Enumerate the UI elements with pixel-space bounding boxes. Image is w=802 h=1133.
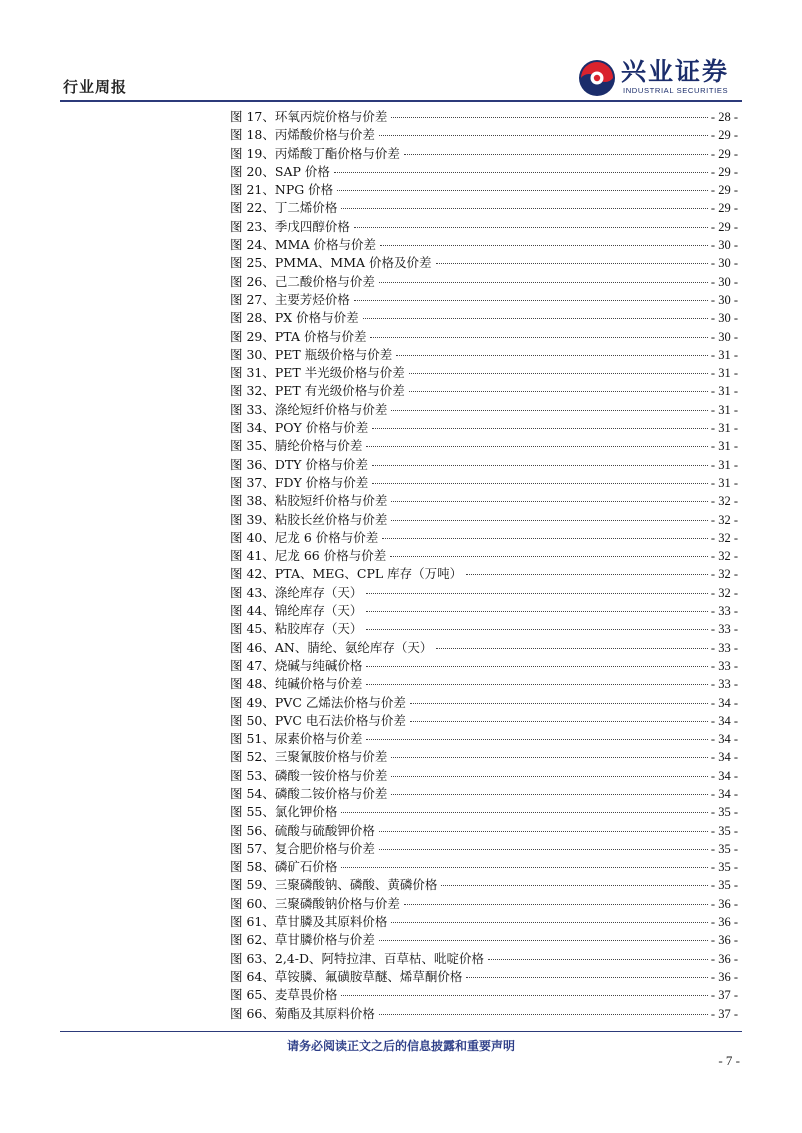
toc-entry-label: 图 34、POY 价格与价差 bbox=[230, 420, 369, 436]
toc-entry[interactable] bbox=[230, 639, 738, 657]
toc-dot-leader bbox=[379, 848, 708, 850]
toc-entry-page: - 31 - bbox=[710, 402, 738, 417]
toc-entry[interactable] bbox=[230, 492, 738, 510]
toc-entry-page: - 30 - bbox=[710, 292, 738, 307]
report-type-title: 行业周报 bbox=[63, 78, 128, 96]
disclaimer-note: 请务必阅读正文之后的信息披露和重要声明 bbox=[286, 1039, 515, 1053]
toc-entry[interactable] bbox=[230, 474, 738, 492]
toc-entry-label: 图 63、2,4-D、阿特拉津、百草枯、吡啶价格 bbox=[230, 950, 485, 966]
toc-entry[interactable] bbox=[230, 236, 738, 254]
toc-entry-page: - 34 - bbox=[710, 750, 738, 765]
toc-entry-page: - 36 - bbox=[710, 896, 738, 911]
company-logo bbox=[577, 56, 747, 100]
toc-entry-page: - 32 - bbox=[710, 530, 738, 545]
toc-entry[interactable] bbox=[230, 401, 738, 419]
toc-entry-page: - 32 - bbox=[710, 494, 738, 509]
toc-entry-page: - 34 - bbox=[710, 768, 738, 783]
footer-divider bbox=[60, 1031, 742, 1032]
toc-entry-page: - 30 - bbox=[710, 238, 738, 253]
toc-entry-page: - 30 - bbox=[710, 274, 738, 289]
toc-entry[interactable] bbox=[230, 767, 738, 785]
toc-entry-label: 图 32、PET 有光级价格与价差 bbox=[230, 383, 405, 399]
toc-entry[interactable] bbox=[230, 785, 738, 803]
toc-entry-label: 图 27、主要芳烃价格 bbox=[230, 291, 350, 307]
toc-entry[interactable] bbox=[230, 584, 738, 602]
toc-entry[interactable] bbox=[230, 126, 738, 144]
toc-dot-leader bbox=[341, 811, 708, 813]
toc-dot-leader bbox=[466, 976, 708, 978]
toc-entry-label: 图 61、草甘膦及其原料价格 bbox=[230, 914, 388, 930]
toc-entry-label: 图 49、PVC 乙烯法价格与价差 bbox=[230, 694, 406, 710]
toc-entry-page: - 36 - bbox=[710, 951, 738, 966]
toc-dot-leader bbox=[372, 427, 708, 429]
toc-entry-page: - 37 - bbox=[710, 1006, 738, 1021]
toc-entry[interactable] bbox=[230, 108, 738, 126]
toc-entry-page: - 32 - bbox=[710, 567, 738, 582]
toc-entry-page: - 33 - bbox=[710, 677, 738, 692]
toc-entry-page: - 31 - bbox=[710, 475, 738, 490]
toc-entry[interactable] bbox=[230, 511, 738, 529]
toc-dot-leader bbox=[366, 665, 708, 667]
toc-entry-label: 图 23、季戊四醇价格 bbox=[230, 218, 350, 234]
toc-entry-page: - 36 - bbox=[710, 969, 738, 984]
toc-entry[interactable] bbox=[230, 364, 738, 382]
company-name-en: INDUSTRIAL SECURITIES bbox=[623, 86, 729, 95]
toc-entry[interactable] bbox=[230, 328, 738, 346]
toc-entry[interactable] bbox=[230, 730, 738, 748]
toc-entry-page: - 31 - bbox=[710, 347, 738, 362]
toc-entry-label: 图 26、己二酸价格与价差 bbox=[230, 273, 375, 289]
toc-entry-label: 图 41、尼龙 66 价格与价差 bbox=[230, 548, 387, 564]
toc-entry[interactable] bbox=[230, 895, 738, 913]
toc-entry[interactable] bbox=[230, 565, 738, 583]
toc-entry-page: - 32 - bbox=[710, 512, 738, 527]
toc-entry-label: 图 42、PTA、MEG、CPL 库存（万吨） bbox=[230, 566, 463, 582]
toc-entry[interactable] bbox=[230, 145, 738, 163]
toc-entry[interactable] bbox=[230, 419, 738, 437]
toc-entry[interactable] bbox=[230, 437, 738, 455]
toc-dot-leader bbox=[379, 939, 708, 941]
toc-entry[interactable] bbox=[230, 840, 738, 858]
toc-dot-leader bbox=[366, 738, 708, 740]
toc-dot-leader bbox=[409, 390, 708, 392]
toc-entry[interactable] bbox=[230, 931, 738, 949]
toc-entry-page: - 34 - bbox=[710, 786, 738, 801]
toc-dot-leader bbox=[436, 647, 708, 649]
toc-entry-label: 图 45、粘胶库存（天） bbox=[230, 621, 363, 637]
toc-entry-page: - 35 - bbox=[710, 805, 738, 820]
toc-dot-leader bbox=[379, 1013, 708, 1015]
toc-entry-label: 图 31、PET 半光级价格与价差 bbox=[230, 365, 405, 381]
toc-dot-leader bbox=[372, 482, 708, 484]
toc-entry-page: - 35 - bbox=[710, 860, 738, 875]
toc-entry-label: 图 55、氯化钾价格 bbox=[230, 804, 338, 820]
toc-entry-label: 图 65、麦草畏价格 bbox=[230, 987, 338, 1003]
toc-entry[interactable] bbox=[230, 291, 738, 309]
toc-entry-label: 图 57、复合肥价格与价差 bbox=[230, 840, 375, 856]
toc-entry[interactable] bbox=[230, 1005, 738, 1023]
toc-dot-leader bbox=[410, 702, 708, 704]
toc-entry-page: - 30 - bbox=[710, 256, 738, 271]
toc-entry-label: 图 33、涤纶短纤价格与价差 bbox=[230, 401, 388, 417]
toc-entry-page: - 36 - bbox=[710, 915, 738, 930]
toc-entry-label: 图 47、烧碱与纯碱价格 bbox=[230, 657, 363, 673]
toc-entry-label: 图 52、三聚氰胺价格与价差 bbox=[230, 749, 388, 765]
toc-dot-leader bbox=[391, 756, 708, 758]
toc-entry-page: - 34 - bbox=[710, 713, 738, 728]
toc-entry[interactable] bbox=[230, 876, 738, 894]
toc-dot-leader bbox=[363, 317, 708, 319]
toc-entry-label: 图 44、锦纶库存（天） bbox=[230, 603, 363, 619]
toc-entry-label: 图 29、PTA 价格与价差 bbox=[230, 328, 367, 344]
page-number: - 7 - bbox=[718, 1053, 740, 1068]
toc-dot-leader bbox=[382, 537, 708, 539]
toc-entry-label: 图 38、粘胶短纤价格与价差 bbox=[230, 493, 388, 509]
toc-entry-page: - 35 - bbox=[710, 823, 738, 838]
toc-entry-label: 图 43、涤纶库存（天） bbox=[230, 584, 363, 600]
toc-entry-label: 图 50、PVC 电石法价格与价差 bbox=[230, 712, 406, 728]
toc-dot-leader bbox=[370, 336, 707, 338]
toc-entry-label: 图 66、菊酯及其原料价格 bbox=[230, 1005, 375, 1021]
toc-entry-label: 图 58、磷矿石价格 bbox=[230, 859, 338, 875]
toc-entry-page: - 36 - bbox=[710, 933, 738, 948]
toc-entry[interactable] bbox=[230, 382, 738, 400]
toc-entry-label: 图 20、SAP 价格 bbox=[230, 163, 330, 179]
toc-entry-label: 图 51、尿素价格与价差 bbox=[230, 731, 363, 747]
toc-dot-leader bbox=[391, 775, 708, 777]
toc-dot-leader bbox=[488, 958, 708, 960]
toc-entry-page: - 30 - bbox=[710, 329, 738, 344]
toc-entry[interactable] bbox=[230, 309, 738, 327]
toc-entry-label: 图 37、FDY 价格与价差 bbox=[230, 474, 369, 490]
toc-dot-leader bbox=[379, 134, 708, 136]
toc-entry[interactable] bbox=[230, 748, 738, 766]
toc-entry-label: 图 17、环氧丙烷价格与价差 bbox=[230, 109, 388, 124]
toc-entry[interactable] bbox=[230, 822, 738, 840]
toc-entry-label: 图 56、硫酸与硫酸钾价格 bbox=[230, 822, 375, 838]
toc-dot-leader bbox=[366, 683, 708, 685]
toc-entry-label: 图 21、NPG 价格 bbox=[230, 182, 334, 198]
toc-entry[interactable] bbox=[230, 950, 738, 968]
toc-dot-leader bbox=[366, 445, 708, 447]
toc-entry-page: - 33 - bbox=[710, 640, 738, 655]
toc-entry-label: 图 59、三聚磷酸钠、磷酸、黄磷价格 bbox=[230, 877, 438, 893]
toc-entry-page: - 34 - bbox=[710, 695, 738, 710]
toc-entry-label: 图 64、草铵膦、氟磺胺草醚、烯草酮价格 bbox=[230, 968, 463, 984]
toc-dot-leader bbox=[409, 372, 708, 374]
toc-entry[interactable] bbox=[230, 163, 738, 181]
toc-entry[interactable] bbox=[230, 968, 738, 986]
toc-dot-leader bbox=[466, 573, 708, 575]
toc-entry[interactable] bbox=[230, 620, 738, 638]
toc-entry-page: - 28 - bbox=[710, 110, 738, 124]
toc-entry-label: 图 35、腈纶价格与价差 bbox=[230, 438, 363, 454]
toc-dot-leader bbox=[410, 720, 708, 722]
toc-dot-leader bbox=[391, 793, 708, 795]
toc-entry[interactable] bbox=[230, 675, 738, 693]
toc-dot-leader bbox=[390, 555, 708, 557]
toc-entry[interactable] bbox=[230, 254, 738, 272]
toc-entry-label: 图 25、PMMA、MMA 价格及价差 bbox=[230, 255, 432, 271]
toc-dot-leader bbox=[372, 464, 708, 466]
toc-dot-leader bbox=[396, 354, 708, 356]
toc-entry[interactable] bbox=[230, 346, 738, 364]
toc-entry-page: - 29 - bbox=[710, 164, 738, 179]
toc-entry[interactable] bbox=[230, 858, 738, 876]
toc-dot-leader bbox=[380, 244, 708, 246]
toc-entry-page: - 33 - bbox=[710, 658, 738, 673]
toc-entry[interactable] bbox=[230, 803, 738, 821]
toc-dot-leader bbox=[366, 592, 708, 594]
toc-dot-leader bbox=[391, 519, 708, 521]
toc-entry-label: 图 48、纯碱价格与价差 bbox=[230, 676, 363, 692]
toc-entry-label: 图 18、丙烯酸价格与价差 bbox=[230, 127, 375, 143]
toc-entry[interactable] bbox=[230, 986, 738, 1004]
toc-entry-page: - 31 - bbox=[710, 366, 738, 381]
toc-entry-page: - 33 - bbox=[710, 622, 738, 637]
toc-entry-page: - 31 - bbox=[710, 457, 738, 472]
toc-dot-leader bbox=[379, 281, 708, 283]
toc-dot-leader bbox=[337, 189, 708, 191]
toc-entry-label: 图 22、丁二烯价格 bbox=[230, 200, 338, 216]
toc-dot-leader bbox=[436, 262, 708, 264]
toc-dot-leader bbox=[391, 116, 708, 118]
toc-entry[interactable] bbox=[230, 273, 738, 291]
toc-dot-leader bbox=[391, 921, 708, 923]
toc-dot-leader bbox=[354, 226, 708, 228]
company-name-cn: 兴业证券 bbox=[621, 57, 730, 86]
toc-entry[interactable] bbox=[230, 712, 738, 730]
toc-entry[interactable] bbox=[230, 529, 738, 547]
toc-dot-leader bbox=[354, 299, 708, 301]
toc-dot-leader bbox=[391, 500, 708, 502]
toc-entry-label: 图 46、AN、腈纶、氨纶库存（天） bbox=[230, 639, 433, 655]
toc-entry-label: 图 19、丙烯酸丁酯价格与价差 bbox=[230, 145, 400, 161]
toc-entry[interactable] bbox=[230, 199, 738, 217]
toc-entry-page: - 29 - bbox=[710, 219, 738, 234]
toc-entry-page: - 30 - bbox=[710, 311, 738, 326]
toc-entry-page: - 29 - bbox=[710, 201, 738, 216]
toc-entry-page: - 32 - bbox=[710, 585, 738, 600]
toc-entry-label: 图 39、粘胶长丝价格与价差 bbox=[230, 511, 388, 527]
toc-dot-leader bbox=[441, 884, 708, 886]
toc-entry-label: 图 60、三聚磷酸钠价格与价差 bbox=[230, 895, 400, 911]
toc-dot-leader bbox=[404, 903, 708, 905]
toc-entry-page: - 35 - bbox=[710, 841, 738, 856]
toc-entry-page: - 31 - bbox=[710, 384, 738, 399]
toc-entry-page: - 31 - bbox=[710, 421, 738, 436]
toc-dot-leader bbox=[341, 866, 708, 868]
toc-entry-label: 图 30、PET 瓶级价格与价差 bbox=[230, 346, 393, 362]
company-logo-icon bbox=[577, 58, 617, 98]
toc-entry-label: 图 36、DTY 价格与价差 bbox=[230, 456, 368, 472]
toc-entry-page: - 29 - bbox=[710, 146, 738, 161]
toc-entry-page: - 31 - bbox=[710, 439, 738, 454]
toc-entry-page: - 34 - bbox=[710, 732, 738, 747]
toc-entry[interactable] bbox=[230, 547, 738, 565]
toc-entry[interactable] bbox=[230, 456, 738, 474]
figure-list bbox=[230, 108, 738, 1023]
toc-dot-leader bbox=[366, 628, 708, 630]
header-divider bbox=[60, 100, 742, 102]
toc-entry-label: 图 24、MMA 价格与价差 bbox=[230, 237, 376, 253]
toc-entry[interactable] bbox=[230, 657, 738, 675]
toc-entry-page: - 32 - bbox=[710, 549, 738, 564]
toc-dot-leader bbox=[341, 994, 708, 996]
toc-entry-label: 图 40、尼龙 6 价格与价差 bbox=[230, 529, 379, 545]
toc-entry-page: - 37 - bbox=[710, 988, 738, 1003]
toc-dot-leader bbox=[366, 610, 708, 612]
toc-entry[interactable] bbox=[230, 218, 738, 236]
toc-entry-label: 图 28、PX 价格与价差 bbox=[230, 310, 359, 326]
toc-dot-leader bbox=[341, 207, 708, 209]
toc-dot-leader bbox=[334, 171, 708, 173]
toc-dot-leader bbox=[404, 153, 708, 155]
toc-entry-page: - 33 - bbox=[710, 604, 738, 619]
toc-entry[interactable] bbox=[230, 694, 738, 712]
toc-entry-page: - 29 - bbox=[710, 128, 738, 143]
toc-entry-label: 图 54、磷酸二铵价格与价差 bbox=[230, 785, 388, 801]
toc-dot-leader bbox=[379, 830, 708, 832]
toc-entry[interactable] bbox=[230, 602, 738, 620]
toc-dot-leader bbox=[391, 409, 708, 411]
toc-entry-page: - 29 - bbox=[710, 183, 738, 198]
toc-entry-label: 图 62、草甘膦价格与价差 bbox=[230, 932, 375, 948]
toc-entry-label: 图 53、磷酸一铵价格与价差 bbox=[230, 767, 388, 783]
toc-entry[interactable] bbox=[230, 913, 738, 931]
toc-entry-page: - 35 - bbox=[710, 878, 738, 893]
toc-entry[interactable] bbox=[230, 181, 738, 199]
